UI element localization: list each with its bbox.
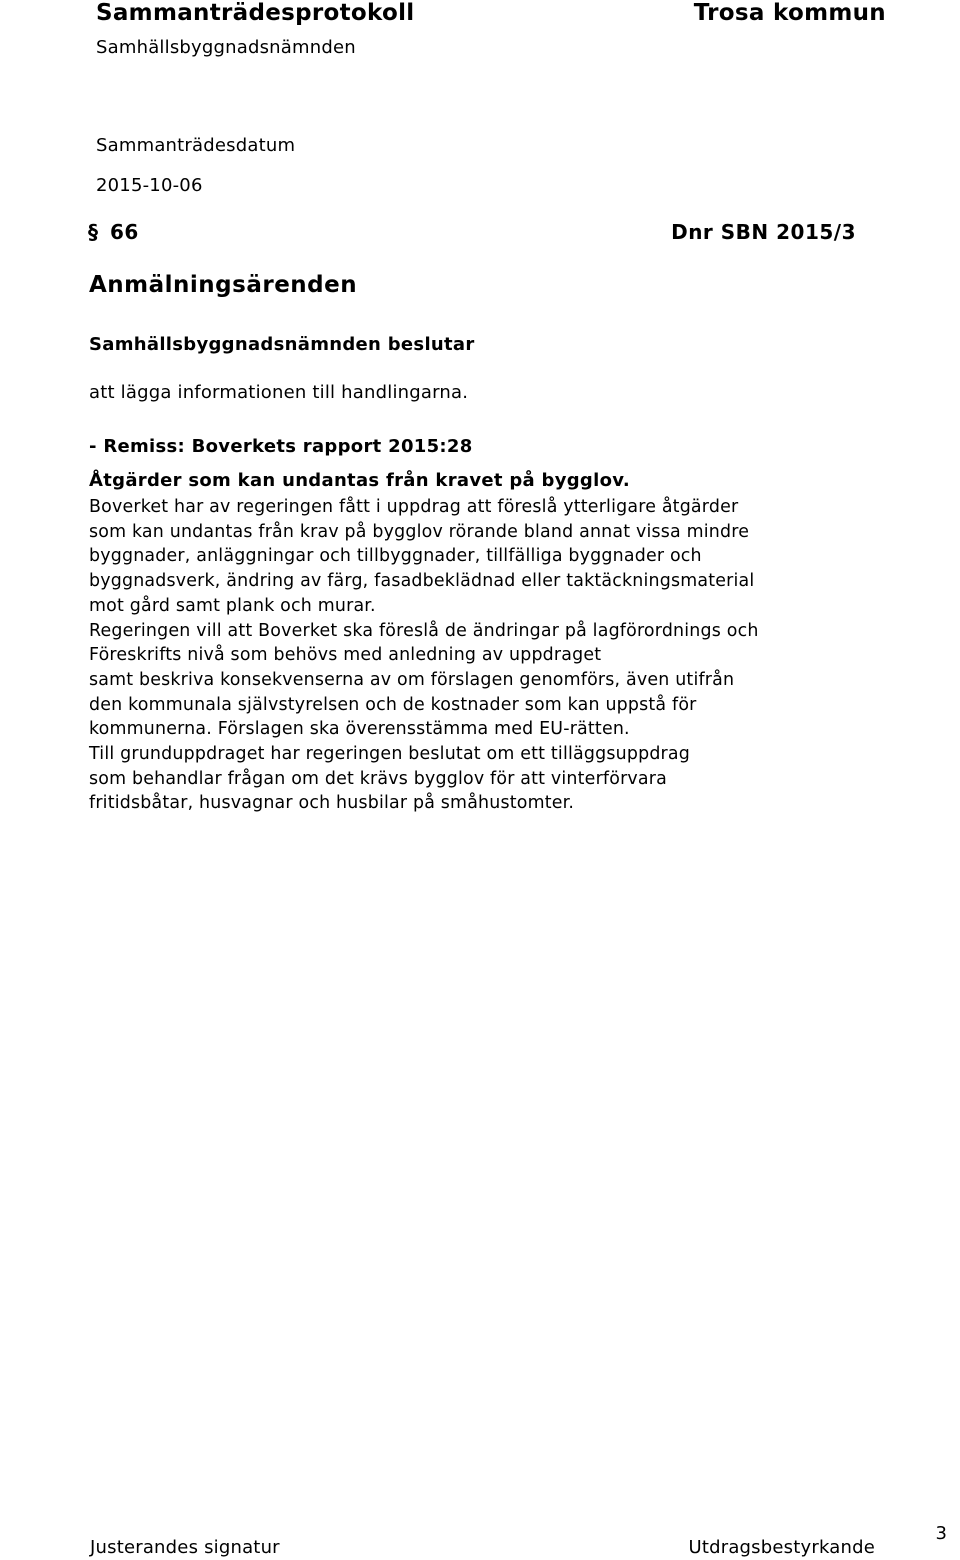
body-line: Boverket har av regeringen fått i uppdrag att föreslå ytterligare åtgärder	[89, 497, 739, 517]
body-line: Regeringen vill att Boverket ska föreslå de ändringar på lagförordnings och	[89, 620, 759, 641]
committee-name: Samhällsbyggnadsnämnden	[96, 37, 356, 58]
paragraph-sign: §	[88, 220, 98, 244]
body-line: fritidsbåtar, husvagnar och husbilar på småhustomter.	[89, 793, 575, 814]
document-type-title: Sammanträdesprotokoll	[96, 0, 415, 26]
decision-text: att lägga informationen till handlingarna.	[89, 382, 469, 403]
body-line: kommunerna. Förslagen ska överensstämma med EU-rätten.	[89, 719, 630, 740]
body-line: samt beskriva konsekvenserna av om förslagen genomförs, även utifrån	[89, 669, 735, 690]
body-line: som behandlar frågan om det krävs bygglov för att vinterförvara	[89, 768, 667, 789]
meeting-date-value: 2015-10-06	[96, 175, 203, 196]
page-number: 3	[935, 1523, 947, 1544]
body-text	[89, 495, 889, 816]
paragraph-header	[88, 220, 856, 250]
certification-label: Utdragsbestyrkande	[688, 1537, 875, 1558]
diary-number: Dnr SBN 2015/3	[671, 220, 856, 244]
body-line: som kan undantas från krav på bygglov rörande bland annat vissa mindre	[89, 521, 750, 542]
body-line: Föreskrifts nivå som behövs med anledning av uppdraget	[89, 645, 602, 666]
body-line: byggnadsverk, ändring av färg, fasadbeklädnad eller taktäckningsmaterial	[89, 571, 755, 592]
body-line: Till grunduppdraget har regeringen beslutat om ett tilläggsuppdrag	[89, 744, 691, 765]
body-line: den kommunala självstyrelsen och de kostnader som kan uppstå för	[89, 694, 697, 715]
signature-label: Justerandes signatur	[90, 1537, 280, 1558]
measures-title: Åtgärder som kan undantas från kravet på bygglov.	[89, 470, 630, 491]
body-line: byggnader, anläggningar och tillbyggnader, tillfälliga byggnader och	[89, 546, 702, 567]
meeting-date-label: Sammanträdesdatum	[96, 135, 296, 156]
paragraph-number: 66	[110, 220, 139, 244]
decision-heading: Samhällsbyggnadsnämnden beslutar	[89, 334, 475, 355]
municipality-name: Trosa kommun	[693, 0, 886, 26]
section-heading: Anmälningsärenden	[89, 272, 358, 298]
body-line: mot gård samt plank och murar.	[89, 595, 376, 616]
remiss-title: - Remiss: Boverkets rapport 2015:28	[89, 436, 473, 457]
